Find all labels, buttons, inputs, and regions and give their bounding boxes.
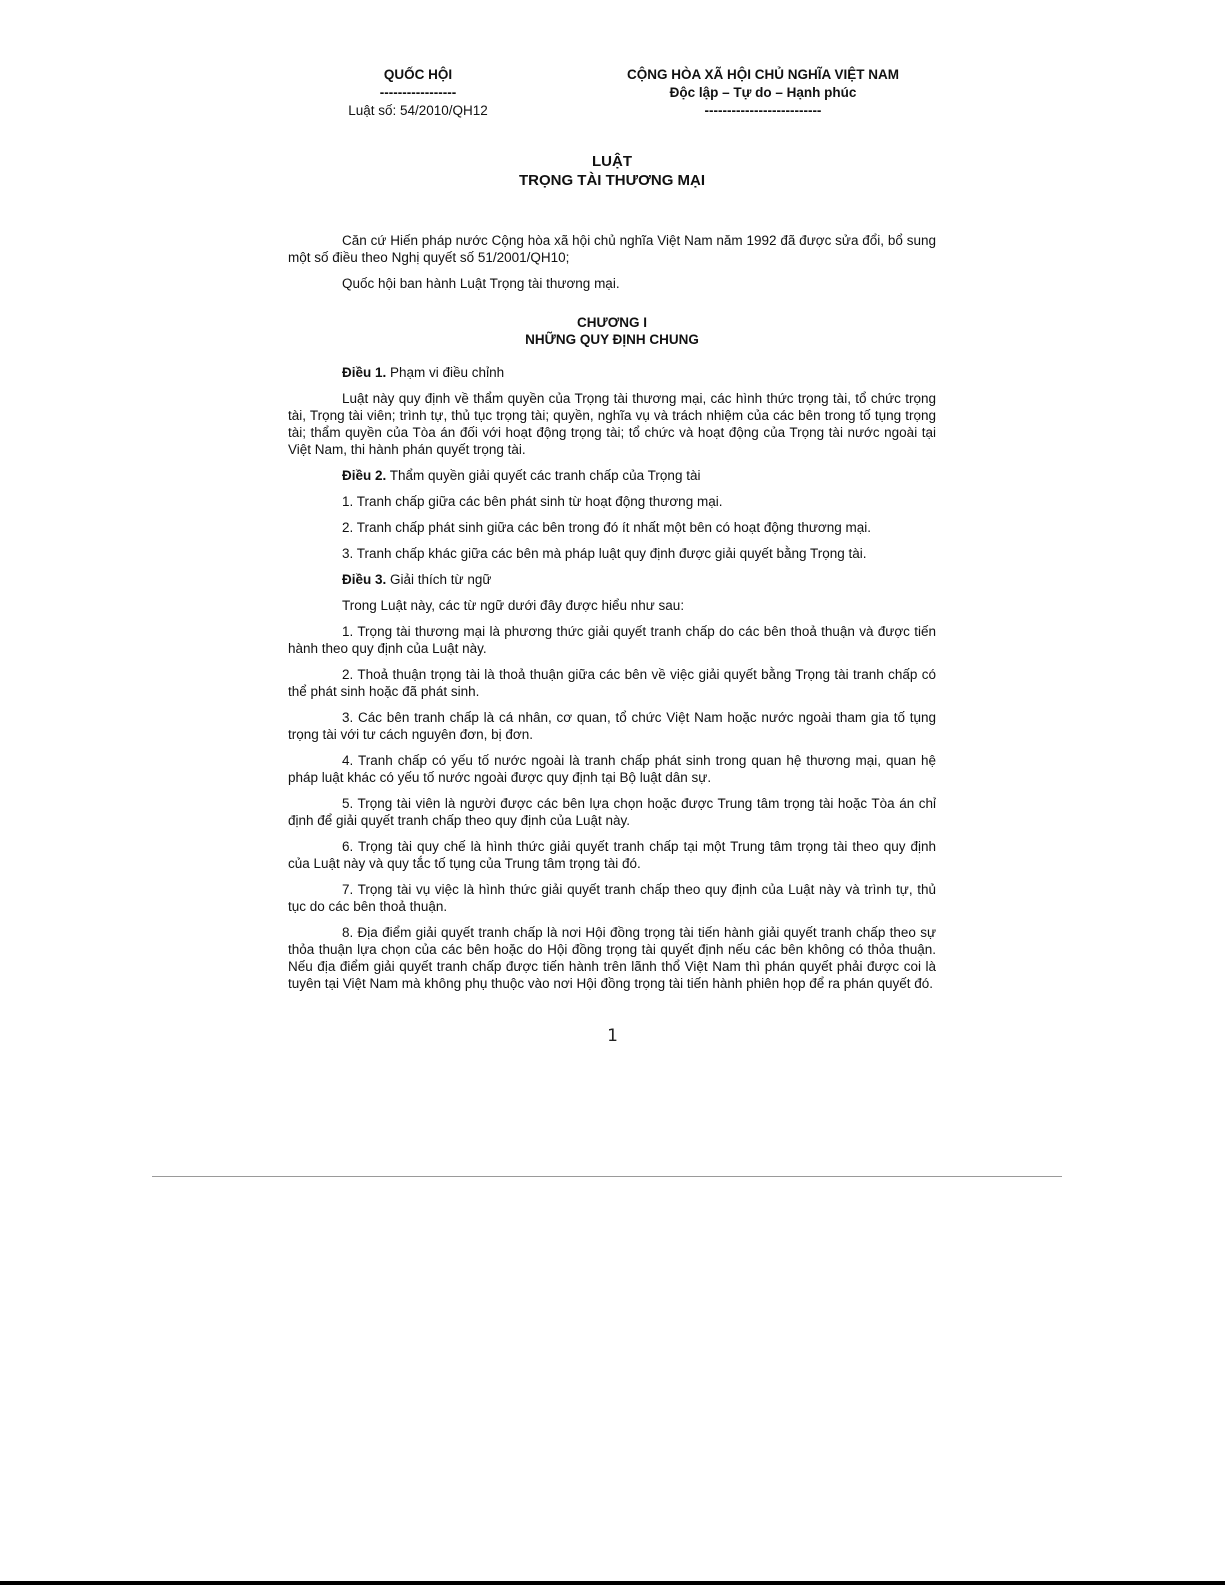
article-paragraph: 7. Trọng tài vụ việc là hình thức giải quyết tranh chấp theo quy định của Luật này và trình tự, thủ tục do các bên thoả thuận.	[288, 882, 936, 914]
preamble-paragraph: Căn cứ Hiến pháp nước Cộng hòa xã hội chủ nghĩa Việt Nam năm 1992 đã được sửa đổi, bổ sung một số điều theo Nghị quyết số 51/2001/QH10;	[288, 233, 936, 265]
article-title: Giải thích từ ngữ	[386, 572, 492, 587]
article-title: Thẩm quyền giải quyết các tranh chấp của Trọng tài	[386, 468, 701, 483]
preamble-paragraph: Quốc hội ban hành Luật Trọng tài thương mại.	[342, 276, 620, 291]
national-motto: Độc lập – Tự do – Hạnh phúc	[669, 85, 857, 100]
page-number: 1	[607, 1026, 618, 1046]
article-paragraph: 1. Tranh chấp giữa các bên phát sinh từ hoạt động thương mại.	[342, 494, 723, 509]
country-name: CỘNG HÒA XÃ HỘI CHỦ NGHĨA VIỆT NAM	[626, 67, 899, 82]
page-divider	[152, 1176, 1062, 1177]
article-paragraph: 1. Trọng tài thương mại là phương thức giải quyết tranh chấp do các bên thoả thuận và được tiến hành theo quy định của Luật này.	[288, 624, 936, 656]
article-paragraph: 3. Tranh chấp khác giữa các bên mà pháp luật quy định được giải quyết bằng Trọng tài.	[342, 546, 867, 561]
law-title-line-1: LUẬT	[592, 153, 632, 170]
document-body	[288, 232, 936, 1001]
article-paragraph: 3. Các bên tranh chấp là cá nhân, cơ quan, tổ chức Việt Nam hoặc nước ngoài tham gia tố tụng trọng tài với tư cách nguyên đơn, bị đơn.	[288, 710, 936, 742]
issuer-divider: -----------------	[379, 85, 457, 100]
issuer-name: QUỐC HỘI	[383, 67, 453, 82]
law-title-line-2: TRỌNG TÀI THƯƠNG MẠI	[518, 172, 706, 189]
article-paragraph: Luật này quy định về thẩm quyền của Trọng tài thương mại, các hình thức trọng tài, tổ chức trọng tài, Trọng tài viên; trình tự, thủ tục trọng tài; quyền, nghĩa vụ và trách nhiệm của các bên trong tố tụng trọng tài; thẩm quyền của Tòa án đối với hoạt động trọng tài; tổ chức và hoạt động của Trọng tài nước ngoài tại Việt Nam, thi hành phán quyết trọng tài.	[288, 391, 936, 457]
national-title-block	[588, 66, 938, 120]
chapter-name: NHỮNG QUY ĐỊNH CHUNG	[525, 332, 699, 347]
bottom-border	[0, 1581, 1225, 1585]
article-title: Phạm vi điều chỉnh	[386, 365, 505, 380]
law-title	[288, 152, 936, 190]
chapter-number: CHƯƠNG I	[577, 315, 647, 330]
article-paragraph: 8. Địa điểm giải quyết tranh chấp là nơi Hội đồng trọng tài tiến hành giải quyết tranh chấp theo sự thỏa thuận lựa chọn của các bên hoặc do Hội đồng trọng tài quyết định nếu các bên không có thỏa thuận. Nếu địa điểm giải quyết tranh chấp được tiến hành trên lãnh thổ Việt Nam thì phán quyết phải được coi là tuyên tại Việt Nam mà không phụ thuộc vào nơi Hội đồng trọng tài tiến hành phiên họp để ra phán quyết đó.	[288, 925, 936, 991]
article-heading	[288, 364, 936, 381]
article-number: Điều 2.	[342, 468, 387, 483]
article-heading	[288, 571, 936, 588]
article-number: Điều 1.	[342, 365, 387, 380]
issuer-block	[328, 66, 508, 120]
article-paragraph: 6. Trọng tài quy chế là hình thức giải quyết tranh chấp tại một Trung tâm trọng tài theo quy định của Luật này và quy tắc tố tụng của Trung tâm trọng tài đó.	[288, 839, 936, 871]
article-heading	[288, 467, 936, 484]
article-paragraph: 4. Tranh chấp có yếu tố nước ngoài là tranh chấp phát sinh trong quan hệ thương mại, quan hệ pháp luật khác có yếu tố nước ngoài được quy định tại Bộ luật dân sự.	[288, 753, 936, 785]
article-paragraph: 2. Thoả thuận trọng tài là thoả thuận giữa các bên về việc giải quyết bằng Trọng tài tranh chấp có thể phát sinh hoặc đã phát sinh.	[288, 667, 936, 699]
motto-divider: --------------------------	[704, 103, 822, 118]
article-paragraph: 2. Tranh chấp phát sinh giữa các bên trong đó ít nhất một bên có hoạt động thương mại.	[342, 520, 872, 535]
article-number: Điều 3.	[342, 572, 387, 587]
document-header	[288, 66, 936, 126]
article-paragraph: Trong Luật này, các từ ngữ dưới đây được hiểu như sau:	[342, 598, 685, 613]
law-number: Luật số: 54/2010/QH12	[348, 103, 488, 118]
article-paragraph: 5. Trọng tài viên là người được các bên lựa chọn hoặc được Trung tâm trọng tài hoặc Tòa án chỉ định để giải quyết tranh chấp theo quy định của Luật này.	[288, 796, 936, 828]
chapter-heading	[288, 314, 936, 348]
